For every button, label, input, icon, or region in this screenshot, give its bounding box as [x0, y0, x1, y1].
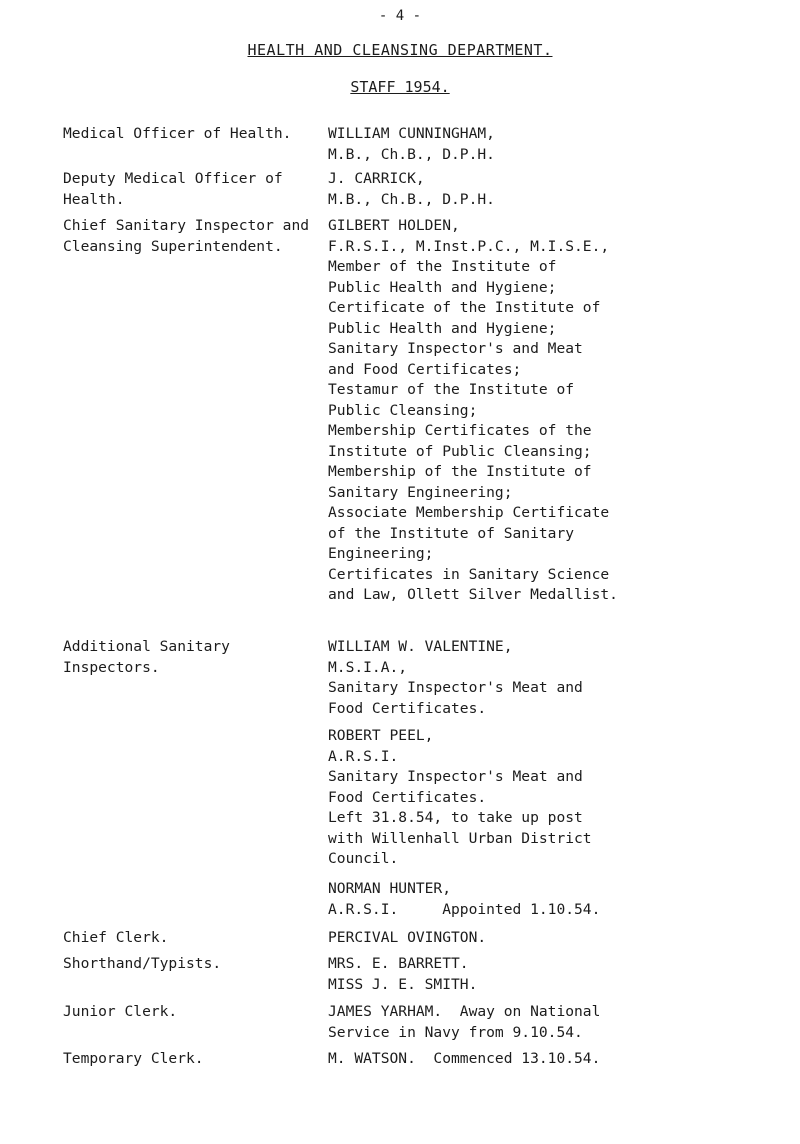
detail-line: Service in Navy from 9.10.54. — [328, 1023, 583, 1041]
role-line: Shorthand/Typists. — [63, 955, 222, 972]
detail-line: Left 31.8.54, to take up post — [328, 809, 583, 826]
detail-line: Public Health and Hygiene; — [328, 319, 557, 337]
detail-line: and Law, Ollett Silver Medallist. — [328, 586, 618, 603]
role-label — [63, 216, 313, 257]
detail-line: Membership Certificates of the — [328, 422, 592, 439]
detail-line: Sanitary Inspector's Meat and — [328, 768, 583, 785]
staff-name: MRS. E. BARRETT. — [328, 955, 469, 972]
role-label — [63, 928, 313, 949]
role-label — [63, 1002, 313, 1023]
role-label — [63, 1049, 313, 1070]
detail-line: with Willenhall Urban District — [328, 829, 592, 847]
role-line: Medical Officer of Health. — [63, 125, 292, 142]
detail-line: M.S.I.A., — [328, 658, 408, 676]
role-label — [63, 637, 313, 678]
staff-name: JAMES YARHAM. Away on National — [328, 1003, 601, 1020]
detail-line: Associate Membership Certificate — [328, 504, 610, 521]
role-line: Cleansing Superintendent. — [63, 237, 283, 255]
detail-line: Certificate of the Institute of — [328, 299, 601, 316]
detail-line: Public Health and Hygiene; — [328, 278, 557, 296]
detail-line: Member of the Institute of — [328, 258, 557, 275]
detail-line: Testamur of the Institute of — [328, 381, 575, 398]
detail-line: Sanitary Inspector's and Meat — [328, 340, 583, 357]
staff-name: GILBERT HOLDEN, — [328, 217, 460, 234]
staff-details — [328, 928, 768, 949]
page-heading-text: HEALTH AND CLEANSING DEPARTMENT. — [247, 41, 553, 59]
detail-line: Certificates in Sanitary Science — [328, 565, 610, 583]
staff-details — [328, 879, 768, 920]
detail-line: Institute of Public Cleansing; — [328, 442, 592, 460]
detail-line: A.R.S.I. — [328, 747, 399, 765]
staff-details — [328, 726, 768, 870]
role-line: Health. — [63, 190, 125, 208]
staff-name: PERCIVAL OVINGTON. — [328, 929, 487, 946]
staff-name: WILLIAM W. VALENTINE, — [328, 638, 513, 655]
detail-line: Sanitary Engineering; — [328, 483, 513, 501]
detail-line: Engineering; — [328, 545, 434, 562]
role-line: Chief Sanitary Inspector and — [63, 217, 310, 234]
detail-line: of the Institute of Sanitary — [328, 524, 575, 542]
staff-details — [328, 637, 768, 719]
staff-name: ROBERT PEEL, — [328, 727, 434, 744]
detail-line: Council. — [328, 850, 399, 867]
page-number: - 4 - — [378, 8, 422, 24]
detail-line: Food Certificates. — [328, 788, 487, 806]
role-label — [63, 954, 313, 975]
detail-line: Sanitary Inspector's Meat and — [328, 679, 583, 696]
role-line: Temporary Clerk. — [63, 1050, 204, 1067]
role-label — [63, 124, 313, 145]
detail-line: and Food Certificates; — [328, 360, 522, 378]
staff-details — [328, 169, 768, 210]
detail-line: Membership of the Institute of — [328, 463, 592, 480]
detail-line: F.R.S.I., M.Inst.P.C., M.I.S.E., — [328, 237, 610, 255]
staff-subheading-text: STAFF 1954. — [350, 78, 450, 96]
staff-details — [328, 1002, 768, 1043]
page-heading — [0, 40, 800, 61]
role-line: Inspectors. — [63, 658, 160, 676]
role-line: Chief Clerk. — [63, 929, 169, 946]
staff-name: MISS J. E. SMITH. — [328, 975, 478, 993]
staff-details — [328, 954, 768, 995]
staff-details — [328, 216, 768, 606]
staff-subheading — [0, 77, 800, 98]
role-label — [63, 169, 313, 210]
staff-details — [328, 124, 768, 165]
detail-line: A.R.S.I. Appointed 1.10.54. — [328, 900, 601, 918]
staff-name: M. WATSON. Commenced 13.10.54. — [328, 1050, 601, 1067]
staff-name: WILLIAM CUNNINGHAM, — [328, 125, 495, 142]
staff-details — [328, 1049, 768, 1070]
role-line: Junior Clerk. — [63, 1003, 178, 1020]
role-line: Additional Sanitary — [63, 638, 230, 655]
detail-line: M.B., Ch.B., D.P.H. — [328, 190, 495, 208]
staff-name: NORMAN HUNTER, — [328, 880, 452, 897]
detail-line: Public Cleansing; — [328, 401, 478, 419]
detail-line: M.B., Ch.B., D.P.H. — [328, 145, 495, 163]
role-line: Deputy Medical Officer of — [63, 170, 283, 187]
staff-name: J. CARRICK, — [328, 170, 425, 187]
detail-line: Food Certificates. — [328, 699, 487, 717]
